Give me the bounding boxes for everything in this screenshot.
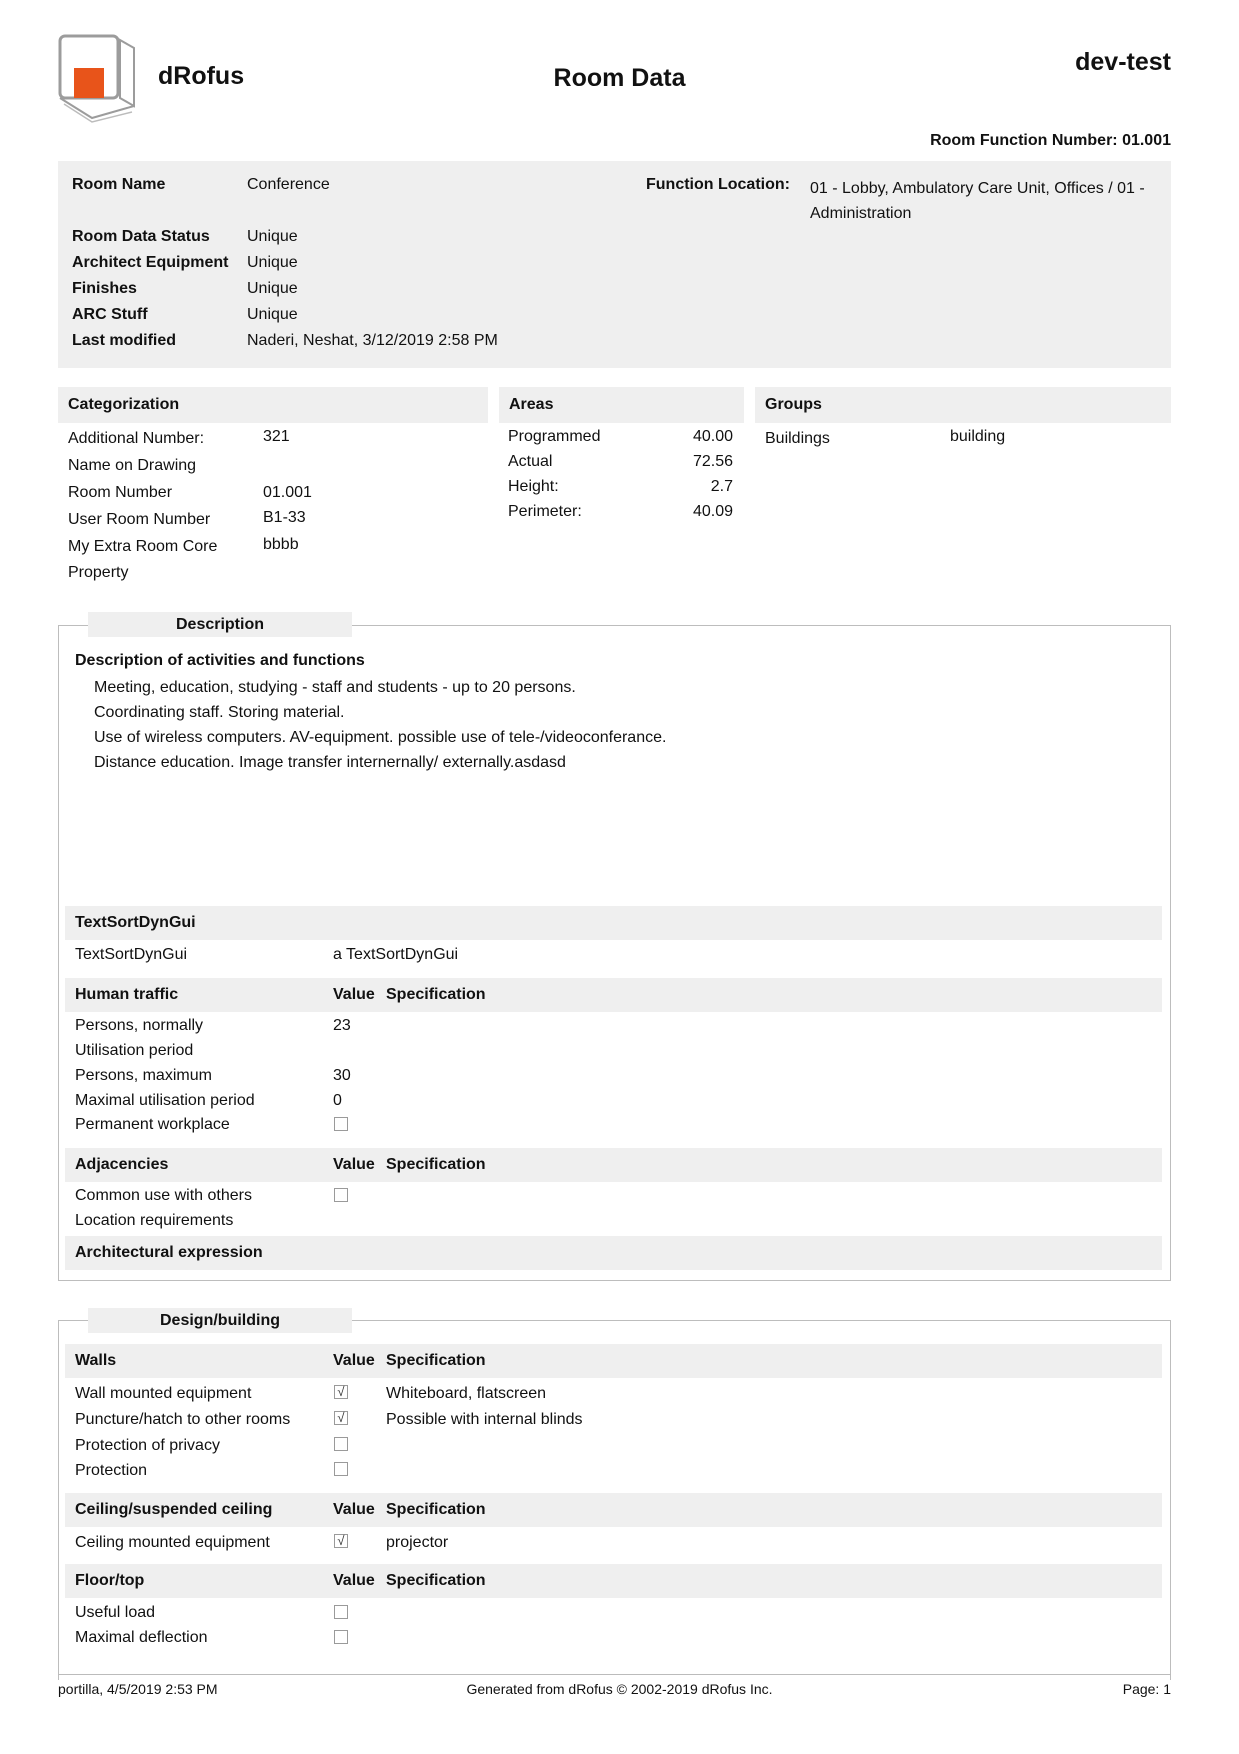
human-traffic-spec-col: Specification [386, 986, 486, 1003]
footer-page-number: Page: 1 [1122, 1681, 1171, 1697]
area-height-value: 2.7 [710, 478, 733, 495]
persons-normally-value: 23 [333, 1017, 351, 1034]
room-number-label: Room Number [68, 484, 173, 501]
puncture-hatch-checkbox[interactable]: √ [334, 1411, 348, 1425]
common-use-label: Common use with others [75, 1187, 252, 1204]
description-line-4: Distance education. Image transfer internernally/ externally.asdasd [94, 754, 566, 771]
area-perimeter-value: 40.09 [692, 503, 733, 520]
ceiling-mounted-equipment-checkbox[interactable]: √ [334, 1534, 348, 1548]
room-info-box [58, 161, 1171, 368]
ceiling-spec-col: Specification [386, 1501, 486, 1518]
walls-header [65, 1344, 1162, 1378]
extra-room-core-value: bbbb [263, 536, 299, 553]
user-room-number-value: B1-33 [263, 509, 306, 526]
function-location-value: 01 - Lobby, Ambulatory Care Unit, Offices / 01 - Administration [810, 180, 1145, 222]
categorization-header: Categorization [58, 387, 488, 423]
ceiling-mounted-equipment-label: Ceiling mounted equipment [75, 1534, 270, 1551]
adjacencies-header [65, 1148, 1162, 1182]
area-programmed-value: 40.00 [692, 428, 733, 445]
project-name: dev-test [1075, 48, 1171, 76]
user-room-number-label: User Room Number [68, 511, 211, 528]
permanent-workplace-label: Permanent workplace [75, 1116, 230, 1133]
floor-value-col: Value [333, 1572, 375, 1589]
name-on-drawing-label: Name on Drawing [68, 457, 197, 474]
page-title: Room Data [553, 64, 686, 92]
extra-room-core-label-cont: Property [68, 564, 129, 581]
ceiling-title: Ceiling/suspended ceiling [75, 1501, 273, 1518]
finishes-value: Unique [247, 280, 298, 297]
floor-title: Floor/top [75, 1572, 145, 1589]
adjacencies-spec-col: Specification [386, 1156, 486, 1173]
area-actual-label: Actual [508, 453, 553, 470]
last-modified-value: Naderi, Neshat, 3/12/2019 2:58 PM [247, 332, 498, 349]
ceiling-value-col: Value [333, 1501, 375, 1518]
permanent-workplace-checkbox[interactable] [334, 1117, 348, 1131]
adjacencies-value-col: Value [333, 1156, 375, 1173]
ceiling-header [65, 1493, 1162, 1527]
maximal-utilisation-value: 0 [333, 1092, 342, 1109]
wall-mounted-equipment-spec: Whiteboard, flatscreen [386, 1385, 547, 1402]
wall-mounted-equipment-checkbox[interactable]: √ [334, 1385, 348, 1399]
textsort-header [65, 906, 1162, 940]
function-location-label: Function Location: [646, 176, 790, 193]
persons-maximum-value: 30 [333, 1067, 351, 1084]
description-line-3: Use of wireless computers. AV-equipment. possible use of tele-/videoconferance. [94, 729, 667, 746]
group-buildings-label: Buildings [765, 430, 830, 447]
description-legend: Description [88, 612, 352, 637]
adjacencies-title: Adjacencies [75, 1156, 169, 1173]
architectural-expression-title: Architectural expression [75, 1244, 263, 1261]
architect-equipment-label: Architect Equipment [72, 254, 229, 271]
floor-spec-col: Specification [386, 1572, 486, 1589]
description-heading: Description of activities and functions [75, 652, 365, 669]
useful-load-checkbox[interactable] [334, 1605, 348, 1619]
human-traffic-header [65, 978, 1162, 1012]
protection-of-privacy-label: Protection of privacy [75, 1437, 220, 1454]
room-data-status-label: Room Data Status [72, 228, 210, 245]
design-legend: Design/building [88, 1308, 352, 1333]
maximal-utilisation-label: Maximal utilisation period [75, 1092, 255, 1109]
walls-spec-col: Specification [386, 1352, 486, 1369]
room-name-value: Conference [247, 176, 330, 193]
room-data-status-value: Unique [247, 228, 298, 245]
walls-value-col: Value [333, 1352, 375, 1369]
maximal-deflection-label: Maximal deflection [75, 1629, 208, 1646]
extra-room-core-label: My Extra Room Core [68, 538, 218, 555]
puncture-hatch-spec: Possible with internal blinds [386, 1411, 583, 1428]
area-programmed-label: Programmed [508, 428, 601, 445]
groups-header: Groups [755, 387, 1171, 423]
additional-number-label: Additional Number: [68, 430, 205, 447]
maximal-deflection-checkbox[interactable] [334, 1630, 348, 1644]
room-number-value: 01.001 [263, 484, 312, 501]
puncture-hatch-label: Puncture/hatch to other rooms [75, 1411, 291, 1428]
location-requirements-label: Location requirements [75, 1212, 234, 1229]
last-modified-label: Last modified [72, 332, 177, 349]
useful-load-label: Useful load [75, 1604, 156, 1621]
description-frame [58, 625, 1171, 1281]
textsort-title: TextSortDynGui [75, 914, 196, 931]
additional-number-value: 321 [263, 428, 290, 445]
description-line-1: Meeting, education, studying - staff and students - up to 20 persons. [94, 679, 576, 696]
persons-maximum-label: Persons, maximum [75, 1067, 212, 1084]
persons-normally-label: Persons, normally [75, 1017, 204, 1034]
ceiling-mounted-equipment-spec: projector [386, 1534, 449, 1551]
protection-checkbox[interactable] [334, 1462, 348, 1476]
footer-generated: Generated from dRofus © 2002-2019 dRofus Inc. [466, 1681, 773, 1697]
architect-equipment-value: Unique [247, 254, 298, 271]
areas-header: Areas [499, 387, 744, 423]
textsort-label: TextSortDynGui [75, 946, 188, 963]
arc-stuff-label: ARC Stuff [72, 306, 148, 323]
walls-title: Walls [75, 1352, 117, 1369]
arc-stuff-value: Unique [247, 306, 298, 323]
utilisation-period-label: Utilisation period [75, 1042, 194, 1059]
protection-of-privacy-checkbox[interactable] [334, 1437, 348, 1451]
architectural-expression-header [65, 1236, 1162, 1270]
human-traffic-title: Human traffic [75, 986, 179, 1003]
textsort-value: a TextSortDynGui [333, 946, 459, 963]
common-use-checkbox[interactable] [334, 1188, 348, 1202]
footer-user-timestamp: portilla, 4/5/2019 2:53 PM [58, 1681, 218, 1697]
area-perimeter-label: Perimeter: [508, 503, 582, 520]
wall-mounted-equipment-label: Wall mounted equipment [75, 1385, 252, 1402]
finishes-label: Finishes [72, 280, 137, 297]
brand-name: dRofus [158, 62, 245, 90]
human-traffic-value-col: Value [333, 986, 375, 1003]
area-actual-value: 72.56 [692, 453, 733, 470]
area-height-label: Height: [508, 478, 559, 495]
group-buildings-value: building [950, 428, 1006, 445]
room-function-number: Room Function Number: 01.001 [930, 132, 1171, 149]
protection-label: Protection [75, 1462, 148, 1479]
footer-divider [58, 1674, 1171, 1675]
description-line-2: Coordinating staff. Storing material. [94, 704, 345, 721]
room-name-label: Room Name [72, 176, 166, 193]
floor-header [65, 1564, 1162, 1598]
